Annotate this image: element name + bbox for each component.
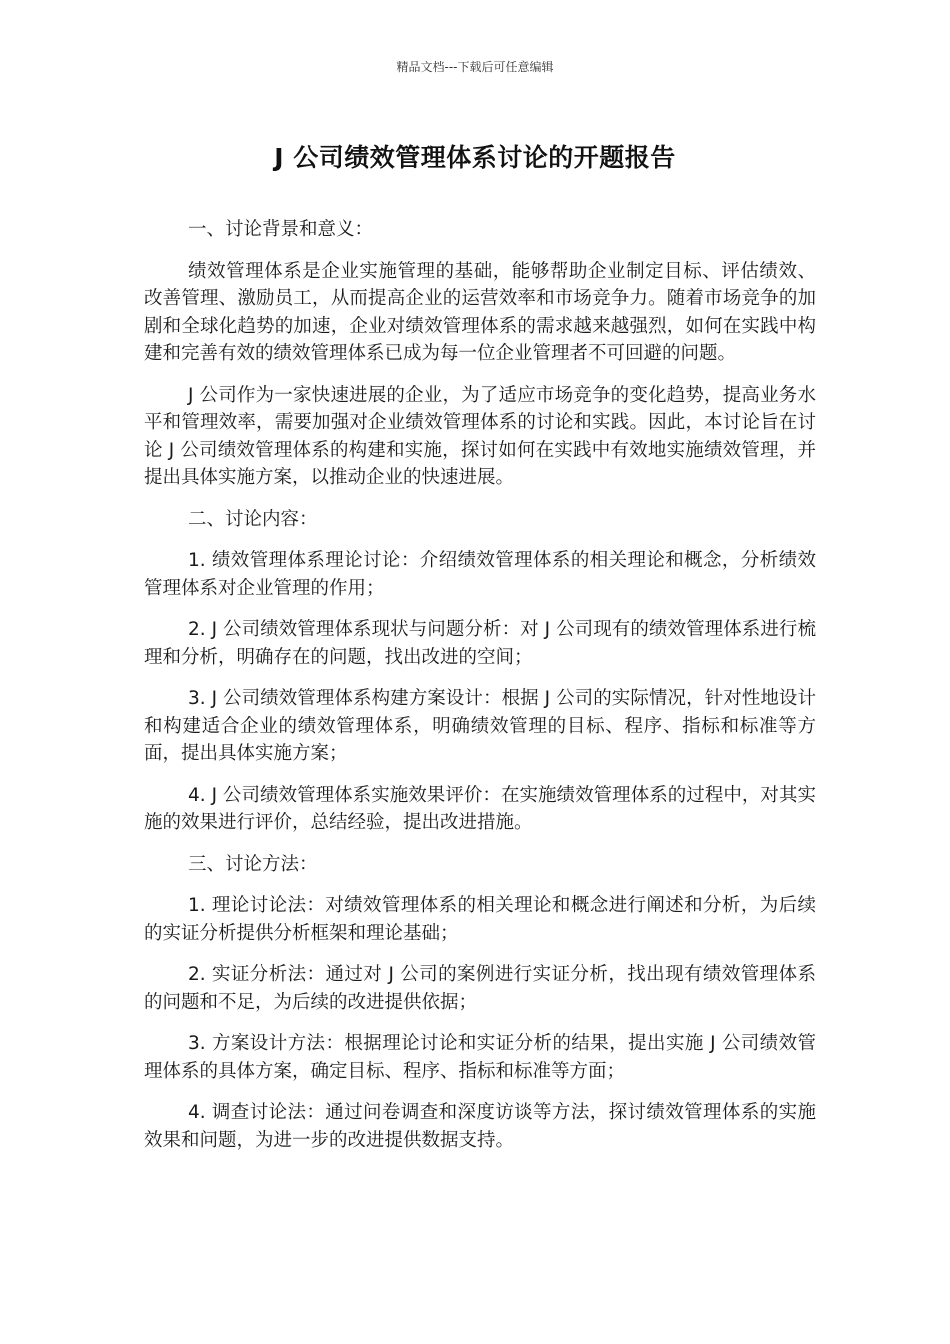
section-heading-content: 二、讨论内容： — [188, 508, 318, 530]
section-heading-background: 一、讨论背景和意义： — [188, 219, 374, 240]
page-header: 精品文档---下载后可任意编辑 — [396, 60, 554, 74]
content-item: 4. J 公司绩效管理体系实施效果评价：在实施绩效管理体系的过程中，对其实施的效果进行评价，总结经验，提出改进措施。 — [144, 784, 816, 833]
paragraph: 绩效管理体系是企业实施管理的基础，能够帮助企业制定目标、评估绩效、改善管理、激励员工，从而提高企业的运营效率和市场竞争力。随着市场竞争的加剧和全球化趋势的加速，企业对绩效管理体系的需求越来越强烈，如何在实践中构建和完善有效的绩效管理体系已成为每一位企业管理者不可回避的问题。 — [144, 260, 816, 364]
paragraph: J 公司作为一家快速进展的企业，为了适应市场竞争的变化趋势，提高业务水平和管理效率，需要加强对企业绩效管理体系的讨论和实践。因此，本讨论旨在讨论 J 公司绩效管理体系的构建和实施，探讨如何在实践中有效地实施绩效管理，并提出具体实施方案，以推动企业的快速进展。 — [144, 384, 816, 488]
document-title: J 公司绩效管理体系讨论的开题报告 — [274, 143, 676, 172]
content-item: 3. J 公司绩效管理体系构建方案设计：根据 J 公司的实际情况，针对性地设计和构建适合企业的绩效管理体系，明确绩效管理的目标、程序、指标和标准等方面，提出具体实施方案； — [144, 688, 816, 764]
method-item: 1. 理论讨论法：对绩效管理体系的相关理论和概念进行阐述和分析，为后续的实证分析提供分析框架和理论基础； — [144, 895, 816, 944]
document-body — [144, 216, 816, 1168]
section-heading-method: 三、讨论方法： — [188, 853, 318, 875]
method-item: 2. 实证分析法：通过对 J 公司的案例进行实证分析，找出现有绩效管理体系的问题和不足，为后续的改进提供依据； — [144, 964, 816, 1013]
method-item: 4. 调查讨论法：通过问卷调查和深度访谈等方法，探讨绩效管理体系的实施效果和问题，为进一步的改进提供数据支持。 — [144, 1102, 816, 1151]
content-item: 2. J 公司绩效管理体系现状与问题分析：对 J 公司现有的绩效管理体系进行梳理和分析，明确存在的问题，找出改进的空间； — [144, 619, 816, 668]
method-item: 3. 方案设计方法：根据理论讨论和实证分析的结果，提出实施 J 公司绩效管理体系的具体方案，确定目标、程序、指标和标准等方面； — [144, 1033, 816, 1082]
content-item: 1. 绩效管理体系理论讨论：介绍绩效管理体系的相关理论和概念，分析绩效管理体系对企业管理的作用； — [144, 550, 816, 599]
